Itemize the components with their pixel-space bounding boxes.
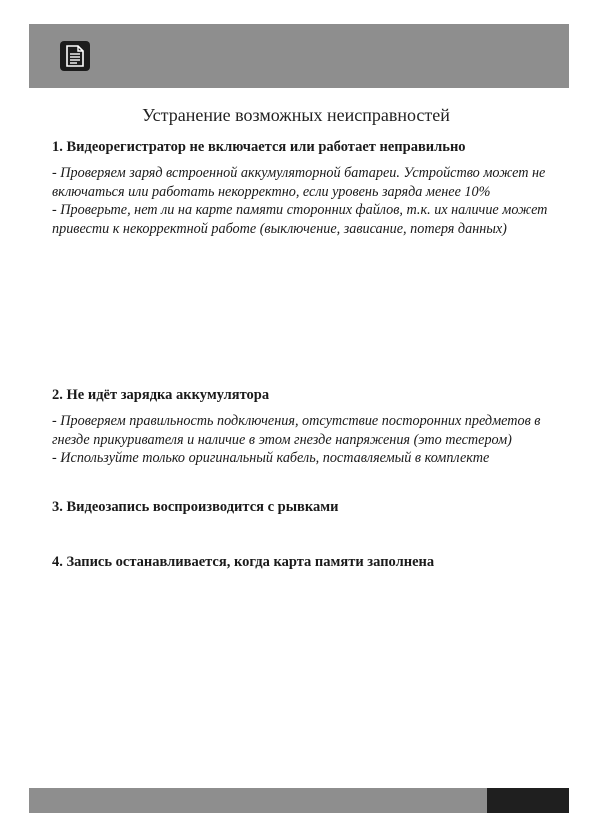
section-heading: 3. Видеозапись воспроизводится с рывками	[52, 499, 339, 515]
section-1	[52, 138, 552, 238]
paragraph: - Используйте только оригинальный кабель, поставляемый в комплекте	[52, 450, 490, 467]
page-title: Устранение возможных неисправностей	[142, 105, 450, 125]
document-icon-glyph	[65, 45, 85, 67]
section-heading: 4. Запись останавливается, когда карта памяти заполнена	[52, 554, 435, 570]
section-3	[52, 498, 552, 516]
document-icon	[60, 41, 90, 71]
footer-page-block	[487, 788, 569, 813]
footer-bar	[29, 788, 487, 813]
paragraph: - Проверьте, нет ли на карте памяти сторонних файлов, т.к. их наличие может привести к некорректной работе (выключение, зависание, потеря данных)	[52, 202, 548, 237]
paragraph: - Проверяем заряд встроенной аккумуляторной батареи. Устройство может не включаться или работать некорректно, если уровень заряда менее 10%	[52, 165, 546, 200]
section-body	[52, 164, 552, 238]
paragraph: - Проверяем правильность подключения, отсутствие посторонних предметов в гнезде прикуривателя и наличие в этом гнезде напряжения (это тестером)	[52, 413, 541, 448]
section-2	[52, 386, 552, 468]
section-body	[52, 412, 552, 468]
header-bar	[29, 24, 569, 88]
section-4	[52, 553, 552, 571]
section-heading: 1. Видеорегистратор не включается или работает неправильно	[52, 139, 466, 155]
section-heading: 2. Не идёт зарядка аккумулятора	[52, 387, 270, 403]
